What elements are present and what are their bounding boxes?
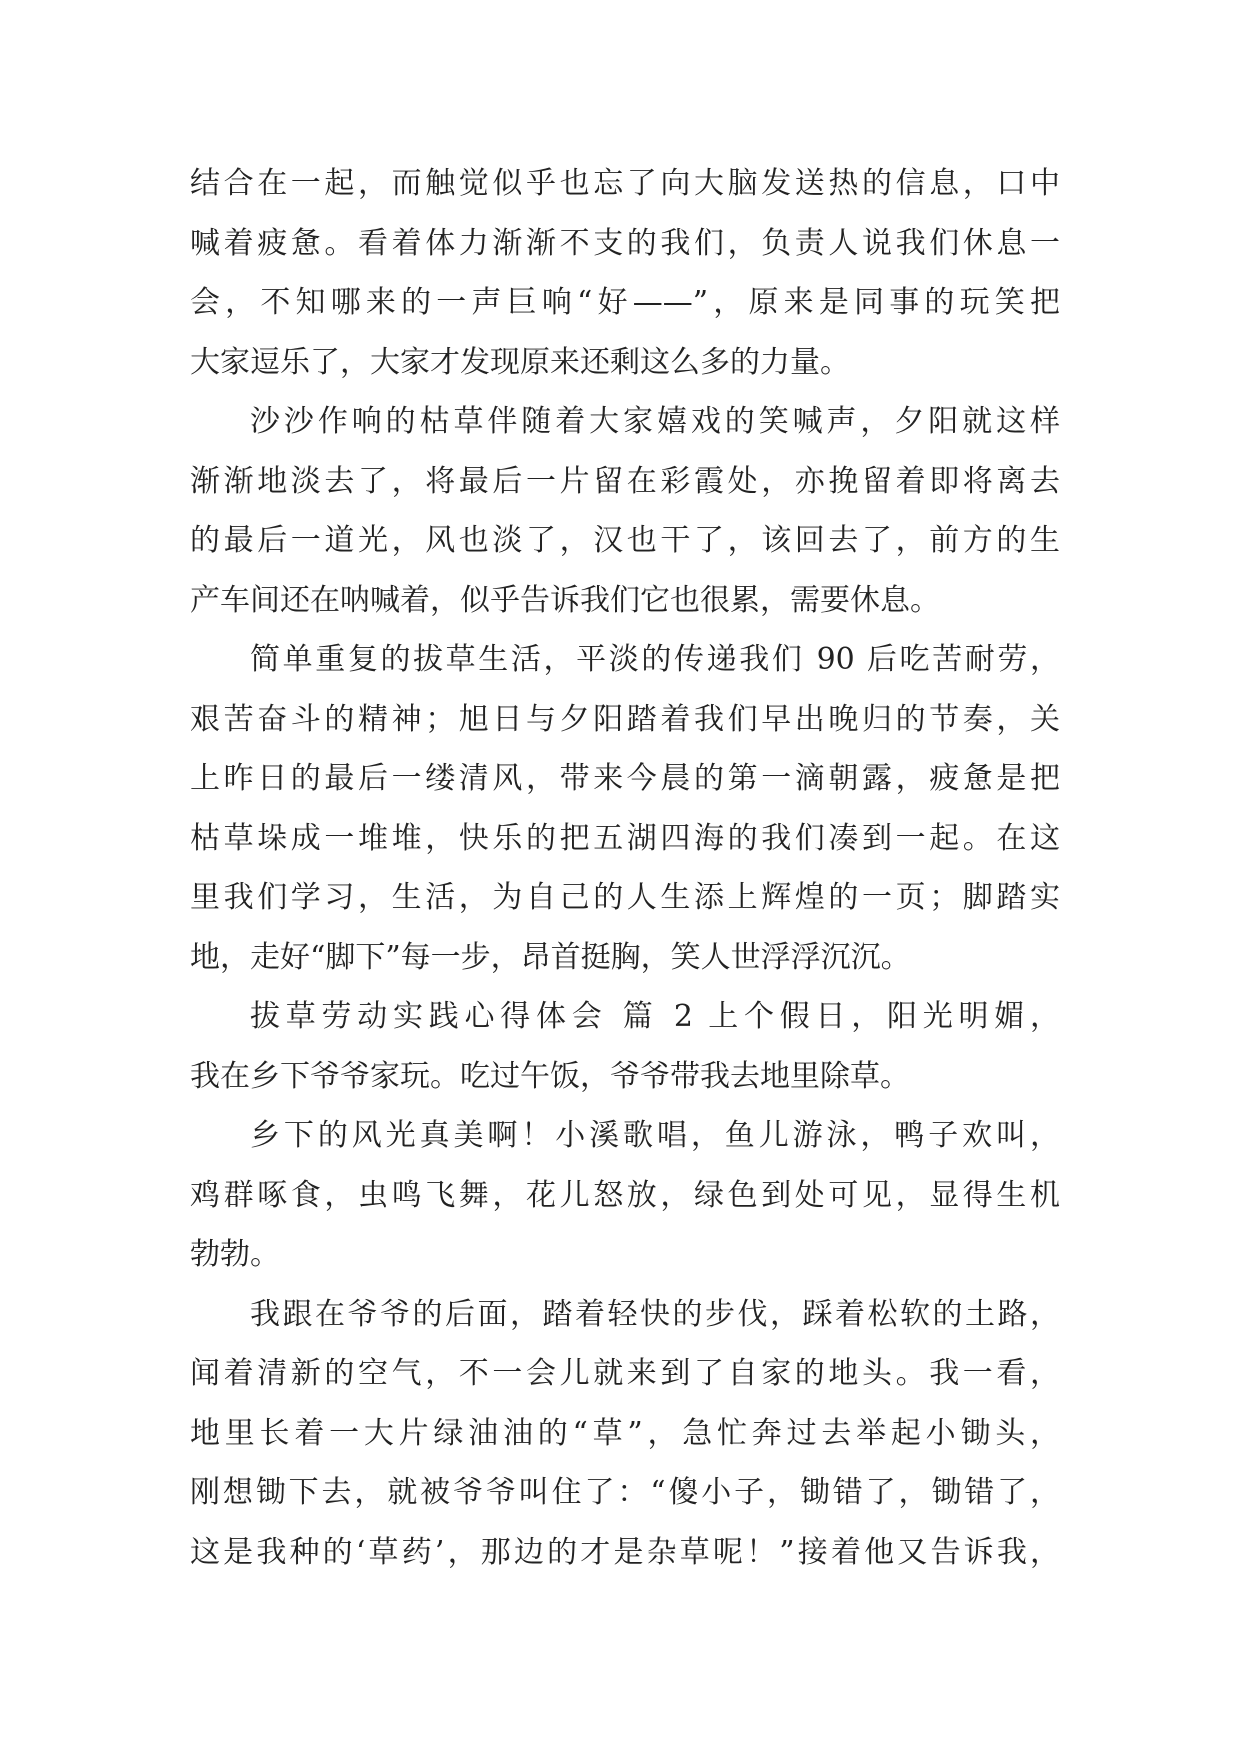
text-line: 会，不知哪来的一声巨响“好——”，原来是同事的玩笑把	[190, 285, 1060, 320]
document-body	[190, 154, 1060, 1582]
text-line: 上昨日的最后一缕清风，带来今晨的第一滴朝露，疲惫是把	[190, 761, 1060, 796]
text-line: 艰苦奋斗的精神；旭日与夕阳踏着我们早出晚归的节奏，关	[190, 701, 1060, 737]
text-line: 我在乡下爷爷家玩。吃过午饭，爷爷带我去地里除草。	[190, 1058, 910, 1094]
text-line: 沙沙作响的枯草伴随着大家嬉戏的笑喊声，夕阳就这样	[250, 404, 1060, 439]
text-line: 喊着疲惫。看着体力渐渐不支的我们，负责人说我们休息一	[190, 225, 1060, 261]
text-line: 渐渐地淡去了，将最后一片留在彩霞处，亦挽留着即将离去	[190, 463, 1060, 499]
text-line: 大家逗乐了，大家才发现原来还剩这么多的力量。	[190, 344, 850, 380]
text-line: 乡下的风光真美啊！小溪歌唱，鱼儿游泳，鸭子欢叫，	[250, 1118, 1060, 1153]
text-line: 枯草垛成一堆堆，快乐的把五湖四海的我们凑到一起。在这	[190, 820, 1060, 856]
text-line: 鸡群啄食，虫鸣飞舞，花儿怒放，绿色到处可见，显得生机	[190, 1177, 1060, 1213]
text-line: 勃勃。	[190, 1237, 280, 1272]
text-line: 这是我种的‘草药’，那边的才是杂草呢！”接着他又告诉我，	[190, 1534, 1060, 1570]
text-line: 简单重复的拔草生活，平淡的传递我们 90 后吃苦耐劳，	[250, 642, 1060, 677]
text-line: 结合在一起，而触觉似乎也忘了向大脑发送热的信息，口中	[190, 166, 1060, 201]
text-line: 闻着清新的空气，不一会儿就来到了自家的地头。我一看，	[190, 1356, 1060, 1391]
text-line: 里我们学习，生活，为自己的人生添上辉煌的一页；脚踏实	[190, 880, 1060, 915]
text-line: 地里长着一大片绿油油的“草”，急忙奔过去举起小锄头，	[190, 1415, 1060, 1451]
text-line: 刚想锄下去，就被爷爷叫住了：“傻小子，锄错了，锄错了，	[190, 1475, 1060, 1510]
text-line: 我跟在爷爷的后面，踏着轻快的步伐，踩着松软的土路，	[250, 1296, 1060, 1332]
section-heading-line: 拔草劳动实践心得体会 篇 2 上个假日，阳光明媚，	[250, 999, 1060, 1034]
text-line: 的最后一道光，风也淡了，汉也干了，该回去了，前方的生	[190, 523, 1060, 558]
text-line: 产车间还在呐喊着，似乎告诉我们它也很累，需要休息。	[190, 582, 940, 618]
text-line: 地，走好“脚下”每一步，昂首挺胸，笑人世浮浮沉沉。	[190, 939, 911, 975]
